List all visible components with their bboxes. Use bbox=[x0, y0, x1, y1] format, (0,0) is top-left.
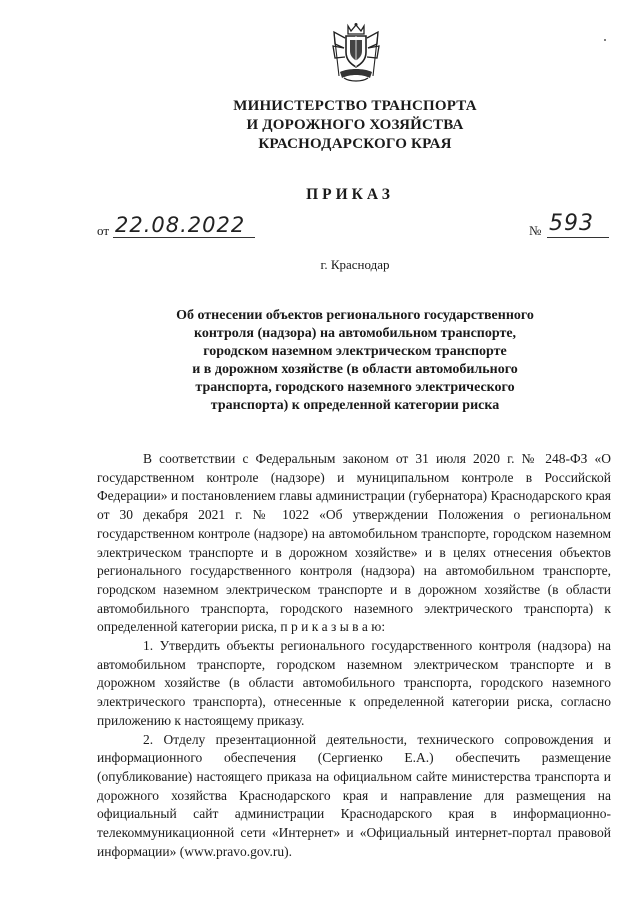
order-title: ПРИКАЗ bbox=[306, 186, 394, 203]
order-body bbox=[97, 450, 611, 861]
city-label: г. Краснодар bbox=[320, 257, 390, 272]
ministry-header bbox=[150, 97, 560, 154]
date-number-row bbox=[97, 213, 597, 243]
ministry-line: МИНИСТЕРСТВО ТРАНСПОРТА bbox=[233, 98, 477, 114]
clause-1-paragraph: 1. Утвердить объекты регионального государственного контроля (надзора) на автомобильном транспорте, городском наземном электрическом транспорте и в дорожном хозяйстве (в области автомобильного транспорта, городского наземного электрического транспорта), отнесенные к определенной категории риска, согласно приложению к настоящему приказу. bbox=[97, 638, 611, 728]
subject-line: транспорта) к определенной категории риска bbox=[210, 398, 500, 413]
date-underline bbox=[113, 237, 255, 238]
preamble-paragraph: В соответствии с Федеральным законом от 31 июля 2020 г. № 248-ФЗ «О государственном контроле (надзоре) и муниципальном контроле в Российской Федерации» и постановлением главы администрации (губернатора) Краснодарского края от 30 декабря 2021 г. № 1022 «Об утверждении Положения о региональном государственном контроле (надзоре) на автомобильном транспорте, городском наземном электрическом транспорте и в дорожном хозяйстве» и в целях отнесения объектов регионального государственного контроля (надзора) на автомобильном транспорте, городском наземном электрическом транспорте и в дорожном хозяйстве (в области автомобильного транспорта, городского наземного электрического транспорта) к определенной категории риска, п р и к а з ы в а ю: bbox=[97, 451, 611, 635]
ministry-line: И ДОРОЖНОГО ХОЗЯЙСТВА bbox=[246, 117, 464, 133]
coat-of-arms-icon bbox=[330, 22, 382, 84]
subject-line: и в дорожном хозяйстве (в области автомобильного bbox=[192, 362, 518, 377]
scan-speck bbox=[604, 39, 606, 41]
date-prefix: от bbox=[97, 223, 110, 238]
subject-line: Об отнесении объектов регионального государственного bbox=[176, 308, 534, 323]
number-underline bbox=[547, 237, 609, 238]
clause-2-paragraph: 2. Отделу презентационной деятельности, технического сопровождения и информационного обеспечения (Сергиенко Е.А.) обеспечить размещение (опубликование) настоящего приказа на официальном сайте министерства транспорта и дорожного хозяйства Краснодарского края и направление для размещения на официальный сайт администрации Краснодарского края в информационно-телекоммуникационной сети «Интернет» и «Официальный интернет-портал правовой информации» (www.pravo.gov.ru). bbox=[97, 731, 611, 859]
subject-line: транспорта, городского наземного электрического bbox=[195, 380, 515, 395]
number-prefix: № bbox=[529, 223, 542, 238]
order-subject bbox=[120, 307, 590, 415]
subject-line: контроля (надзора) на автомобильном транспорте, bbox=[193, 326, 517, 341]
handwritten-date: 22.08.2022 bbox=[115, 213, 246, 237]
subject-line: городском наземном электрическом транспорте bbox=[203, 344, 507, 359]
ministry-line: КРАСНОДАРСКОГО КРАЯ bbox=[258, 136, 452, 152]
handwritten-number: 593 bbox=[549, 211, 594, 236]
